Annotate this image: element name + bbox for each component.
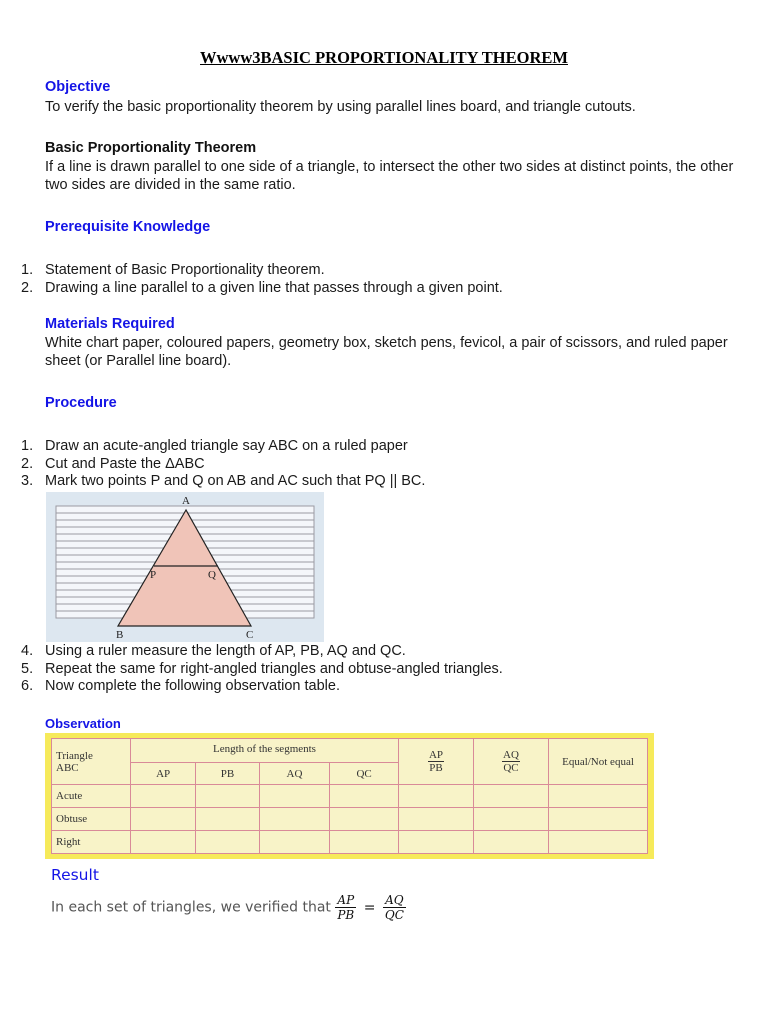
table-cell[interactable] (131, 808, 196, 831)
header-ratio-ap-pb: $\frac{AP}{PB}$ (399, 739, 474, 785)
table-cell[interactable] (330, 785, 399, 808)
list-item: 2. Cut and Paste the ΔABC (21, 455, 205, 472)
result-text: In each set of triangles, we verified that (51, 899, 331, 916)
label-q: Q (208, 569, 216, 581)
table-cell[interactable] (131, 831, 196, 854)
table-cell[interactable] (196, 785, 260, 808)
table-cell[interactable] (474, 785, 549, 808)
header-ratio-aq-qc: $\frac{AQ}{QC}$ (474, 739, 549, 785)
header-ap: AP (131, 763, 196, 785)
row-label-right: Right (52, 831, 131, 854)
header-equal: Equal/Not equal (549, 739, 648, 785)
observation-table (51, 738, 648, 854)
prerequisite-heading: Prerequisite Knowledge (45, 219, 211, 235)
bpt-heading: Basic Proportionality Theorem (45, 140, 257, 156)
page-title: Wwww3BASIC PROPORTIONALITY THEOREM (200, 48, 568, 67)
table-cell[interactable] (196, 808, 260, 831)
list-item: 5. Repeat the same for right-angled triangles and obtuse-angled triangles. (21, 660, 503, 677)
list-item: 2. Drawing a line parallel to a given line that passes through a given point. (21, 279, 503, 296)
table-cell[interactable] (131, 785, 196, 808)
table-cell[interactable] (399, 831, 474, 854)
procedure-list-a (21, 438, 735, 491)
row-label-acute: Acute (52, 785, 131, 808)
triangle-figure (46, 492, 324, 642)
list-item: 6. Now complete the following observation table. (21, 678, 340, 694)
triangle-diagram (46, 492, 324, 642)
list-item: 3. Mark two points P and Q on AB and AC such that PQ || BC. (21, 473, 426, 489)
label-p: P (150, 569, 157, 581)
materials-heading: Materials Required (45, 316, 175, 332)
table-cell[interactable] (399, 808, 474, 831)
table-row (52, 785, 648, 808)
table-cell[interactable] (474, 808, 549, 831)
list-item: 1. Draw an acute-angled triangle say ABC on a ruled paper (21, 438, 408, 454)
result-heading: Result (51, 866, 99, 884)
objective-text: To verify the basic proportionality theorem by using parallel lines board, and triangle cutouts. (45, 99, 636, 115)
header-triangle: Triangle ABC (52, 739, 131, 785)
observation-table-box (45, 733, 654, 859)
table-cell[interactable] (549, 785, 648, 808)
header-aq: AQ (259, 763, 329, 785)
table-cell[interactable] (196, 831, 260, 854)
table-cell[interactable] (330, 808, 399, 831)
table-row (52, 831, 648, 854)
procedure-list-b (21, 643, 735, 696)
table-cell[interactable] (549, 831, 648, 854)
objective-heading: Objective (45, 79, 111, 95)
header-qc: QC (330, 763, 399, 785)
label-c: C (246, 629, 254, 641)
table-cell[interactable] (549, 808, 648, 831)
header-pb: PB (196, 763, 260, 785)
label-a: A (182, 495, 190, 507)
row-label-obtuse: Obtuse (52, 808, 131, 831)
label-b: B (116, 629, 124, 641)
fraction-aq-qc: $\frac{AQ}{QC}$ (384, 893, 404, 922)
list-item: 4. Using a ruler measure the length of AP, PB, AQ and QC. (21, 643, 406, 659)
result-statement (51, 893, 406, 922)
header-segments: Length of the segments (131, 739, 399, 763)
materials-text: White chart paper, coloured papers, geometry box, sketch pens, fevicol, a pair of scissors, and ruled paper sheet (or Parallel line board). (45, 335, 728, 369)
table-cell[interactable] (474, 831, 549, 854)
table-cell[interactable] (259, 785, 329, 808)
table-cell[interactable] (259, 831, 329, 854)
procedure-heading: Procedure (45, 395, 117, 411)
observation-heading: Observation (45, 716, 121, 731)
fraction-ap-pb: $\frac{AP}{PB}$ (337, 893, 355, 922)
table-cell[interactable] (330, 831, 399, 854)
prerequisite-list (21, 262, 735, 297)
table-cell[interactable] (259, 808, 329, 831)
bpt-text: If a line is drawn parallel to one side of a triangle, to intersect the other two sides at distinct points, the other two sides are divided in the same ratio. (45, 159, 734, 193)
table-row (52, 808, 648, 831)
equals-sign: = (363, 899, 376, 916)
table-cell[interactable] (399, 785, 474, 808)
list-item: 1. Statement of Basic Proportionality theorem. (21, 262, 325, 278)
